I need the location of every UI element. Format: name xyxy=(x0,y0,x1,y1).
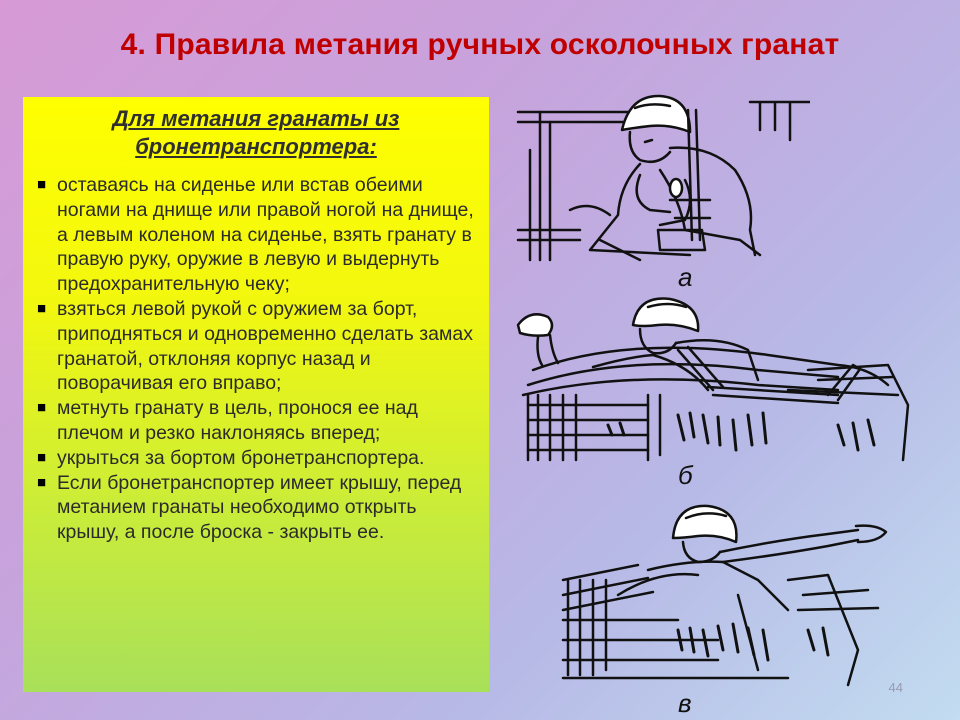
list-item: ■ метнуть гранату в цель, пронося ее над плечом и резко наклоняясь вперед; xyxy=(37,397,418,444)
page-number: 44 xyxy=(888,680,903,695)
figure-a-illustration xyxy=(510,90,810,270)
instructions-heading: Для метания гранаты из бронетранспортера: xyxy=(112,106,400,159)
figure-b-label: б xyxy=(678,460,693,490)
figure-b-illustration xyxy=(508,295,928,475)
illustrations xyxy=(500,90,940,720)
figure-c-label: в xyxy=(678,688,692,718)
instructions-list xyxy=(33,173,479,545)
page-title: 4. Правила метания ручных осколочных гранат xyxy=(120,28,840,61)
list-item: ■ оставаясь на сиденье или встав обеими ногами на днище или правой ногой на днище, а левым коленом на сиденье, взять гранату в правую руку, оружие в левую и выдернуть предохранительную чеку; xyxy=(37,174,474,296)
list-item: ■ взяться левой рукой с оружием за борт, приподняться и одновременно сделать замах гранатой, отклоняя корпус назад и поворачивая его вправо; xyxy=(37,297,474,395)
bullet-icon: ■ xyxy=(37,299,47,317)
list-item: ■ Если бронетранспортер имеет крышу, перед метанием гранаты необходимо открыть крышу, а после броска - закрыть ее. xyxy=(37,471,462,544)
bullet-icon: ■ xyxy=(37,473,47,491)
instructions-panel xyxy=(23,97,489,692)
bullet-icon: ■ xyxy=(37,176,47,193)
bullet-icon: ■ xyxy=(37,399,47,417)
figure-c-illustration xyxy=(558,500,918,690)
list-item: ■ укрыться за бортом бронетранспортера. xyxy=(37,446,425,469)
figure-a-label: а xyxy=(678,262,693,292)
bullet-icon: ■ xyxy=(37,448,47,466)
